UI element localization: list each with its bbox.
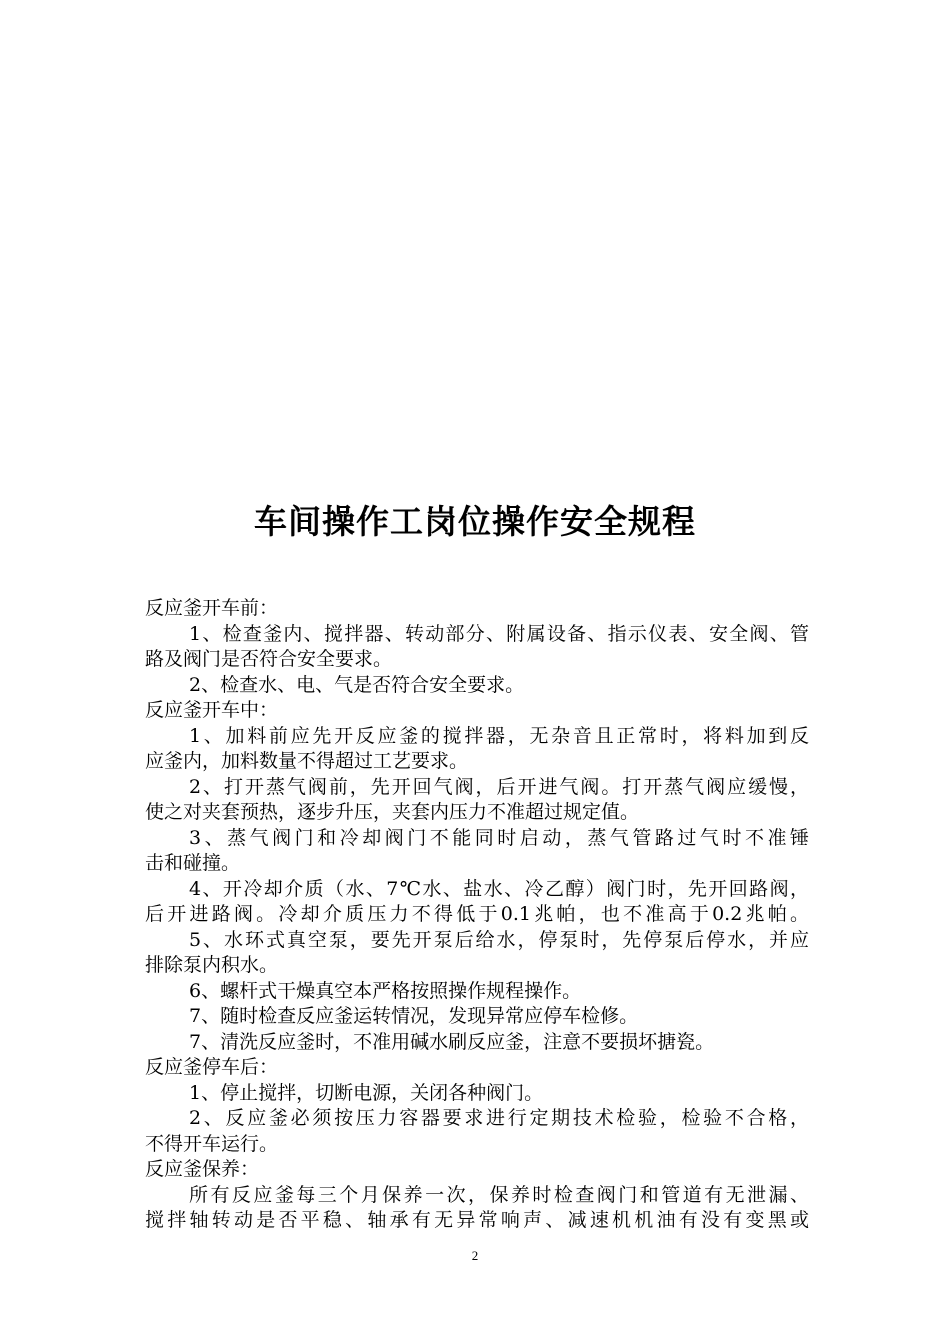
body-line: 反应釜开车前：	[145, 597, 279, 619]
body-line: 不得开车运行。	[145, 1132, 279, 1155]
body-line: 后开进路阀。冷却介质压力不得低于0.1兆帕，也不准高于0.2兆帕。	[145, 903, 809, 925]
body-line: 4、开冷却介质（水、7℃水、盐水、冷乙醇）阀门时，先开回路阀，	[189, 877, 809, 900]
body-line: 所有反应釜每三个月保养一次，保养时检查阀门和管道有无泄漏、	[189, 1183, 809, 1206]
body-line: 反应釜开车中：	[145, 699, 279, 721]
body-line: 2、打开蒸气阀前，先开回气阀，后开进气阀。打开蒸气阀应缓慢，	[189, 775, 809, 798]
body-line: 1、停止搅拌，切断电源，关闭各种阀门。	[189, 1081, 544, 1104]
body-line: 应釜内，加料数量不得超过工艺要求。	[145, 750, 469, 772]
body-line: 7、随时检查反应釜运转情况，发现异常应停车检修。	[189, 1005, 639, 1027]
body-line: 1、检查釜内、搅拌器、转动部分、附属设备、指示仪表、安全阀、管	[189, 622, 809, 645]
document-body	[145, 596, 809, 1234]
body-line: 2、反应釜必须按压力容器要求进行定期技术检验，检验不合格，	[189, 1107, 809, 1129]
page-number: 2	[471, 1248, 479, 1263]
body-line: 1、加料前应先开反应釜的搅拌器，无杂音且正常时，将料加到反	[189, 724, 809, 747]
body-line: 击和碰撞。	[145, 852, 241, 874]
body-line: 排除泵内积水。	[145, 954, 279, 976]
body-line: 反应釜保养：	[145, 1158, 260, 1180]
body-line: 使之对夹套预热，逐步升压，夹套内压力不准超过规定值。	[145, 801, 640, 823]
body-line: 6、螺杆式干燥真空本严格按照操作规程操作。	[189, 979, 582, 1002]
document-title: 车间操作工岗位操作安全规程	[254, 502, 696, 541]
body-line: 2、检查水、电、气是否符合安全要求。	[189, 673, 525, 696]
body-line: 3、蒸气阀门和冷却阀门不能同时启动，蒸气管路过气时不准锤	[189, 826, 809, 849]
body-line: 7、清洗反应釜时，不准用碱水刷反应釜，注意不要损坏搪瓷。	[189, 1030, 715, 1053]
body-line: 5、水环式真空泵，要先开泵后给水，停泵时，先停泵后停水，并应	[189, 928, 809, 951]
body-line: 路及阀门是否符合安全要求。	[145, 648, 393, 670]
body-line: 反应釜停车后：	[145, 1056, 279, 1078]
body-line: 搅拌轴转动是否平稳、轴承有无异常响声、减速机机油有没有变黑或	[145, 1209, 809, 1231]
